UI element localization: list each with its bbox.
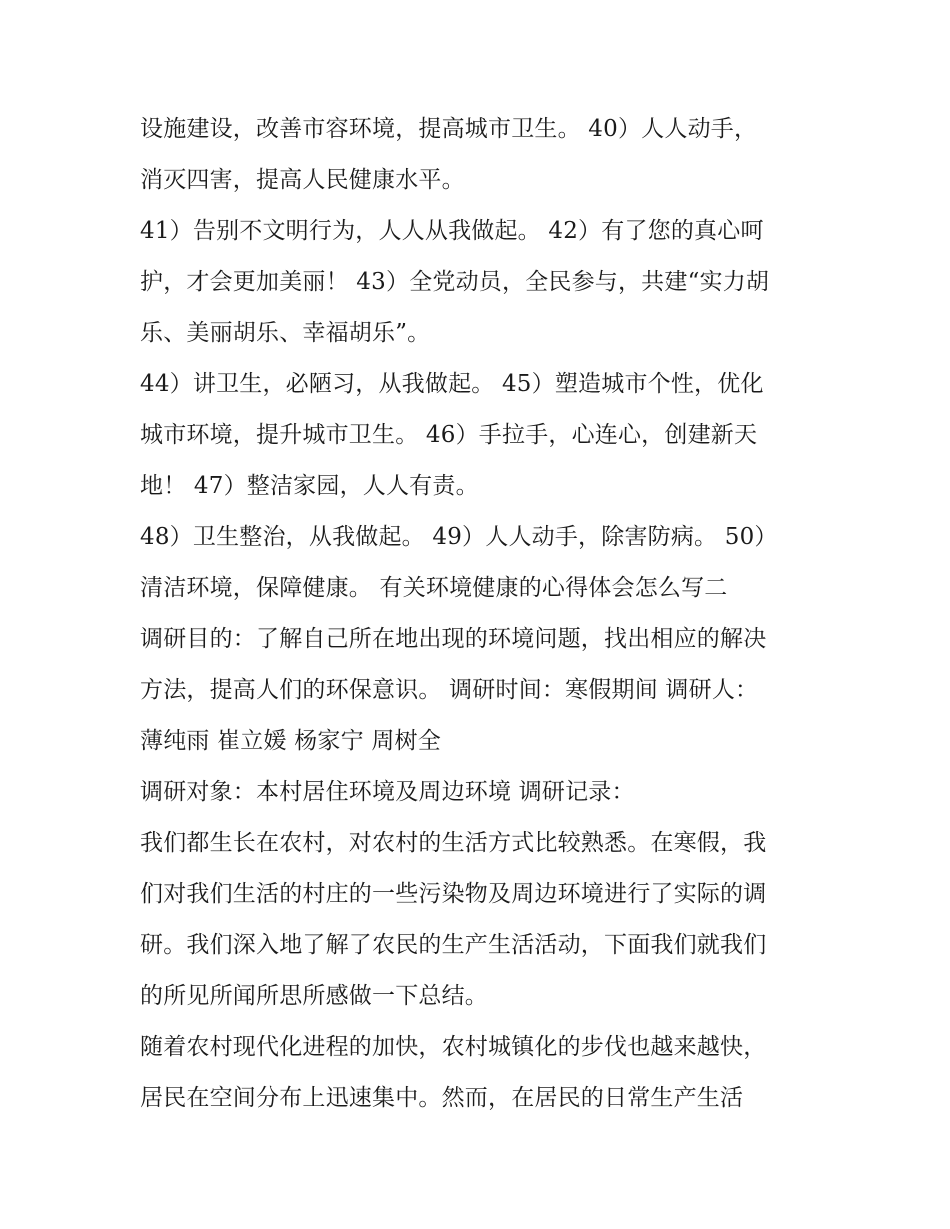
text-line: 44）讲卫生，必陋习，从我做起。 45）塑造城市个性，优化 (140, 371, 764, 397)
text-line: 护，才会更加美丽！ 43）全党动员，全民参与，共建“实力胡 (140, 269, 770, 295)
text-line: 48）卫生整治，从我做起。 49）人人动手，除害防病。 50） (140, 524, 778, 550)
text-line: 薄纯雨 崔立媛 杨家宁 周树全 (140, 728, 441, 754)
text-line: 居民在空间分布上迅速集中。然而，在居民的日常生产生活 (140, 1085, 744, 1111)
text-line: 随着农村现代化进程的加快，农村城镇化的步伐也越来越快， (140, 1034, 767, 1060)
text-line: 调研对象：本村居住环境及周边环境 调研记录： (140, 779, 635, 805)
text-line: 的所见所闻所思所感做一下总结。 (140, 983, 488, 1009)
text-line: 方法，提高人们的环保意识。 调研时间：寒假期间 调研人： (140, 677, 759, 703)
text-line: 们对我们生活的村庄的一些污染物及周边环境进行了实际的调 (140, 881, 767, 907)
text-line: 清洁环境，保障健康。 有关环境健康的心得体会怎么写二 (140, 575, 728, 601)
text-line: 41）告别不文明行为，人人从我做起。 42）有了您的真心呵 (140, 218, 764, 244)
text-line: 设施建设，改善市容环境，提高城市卫生。 40）人人动手， (140, 116, 758, 142)
text-line: 研。我们深入地了解了农民的生产生活活动，下面我们就我们 (140, 932, 767, 958)
text-line: 城市环境，提升城市卫生。 46）手拉手，心连心，创建新天 (140, 422, 758, 448)
text-line: 乐、美丽胡乐、幸福胡乐”。 (140, 320, 431, 346)
text-line: 地！ 47）整洁家园，人人有责。 (140, 473, 479, 499)
text-line: 调研目的：了解自己所在地出现的环境问题，找出相应的解决 (140, 626, 767, 652)
text-line: 消灭四害，提高人民健康水平。 (140, 167, 465, 193)
text-line: 我们都生长在农村，对农村的生活方式比较熟悉。在寒假，我 (140, 830, 767, 856)
document-body (140, 104, 815, 1124)
